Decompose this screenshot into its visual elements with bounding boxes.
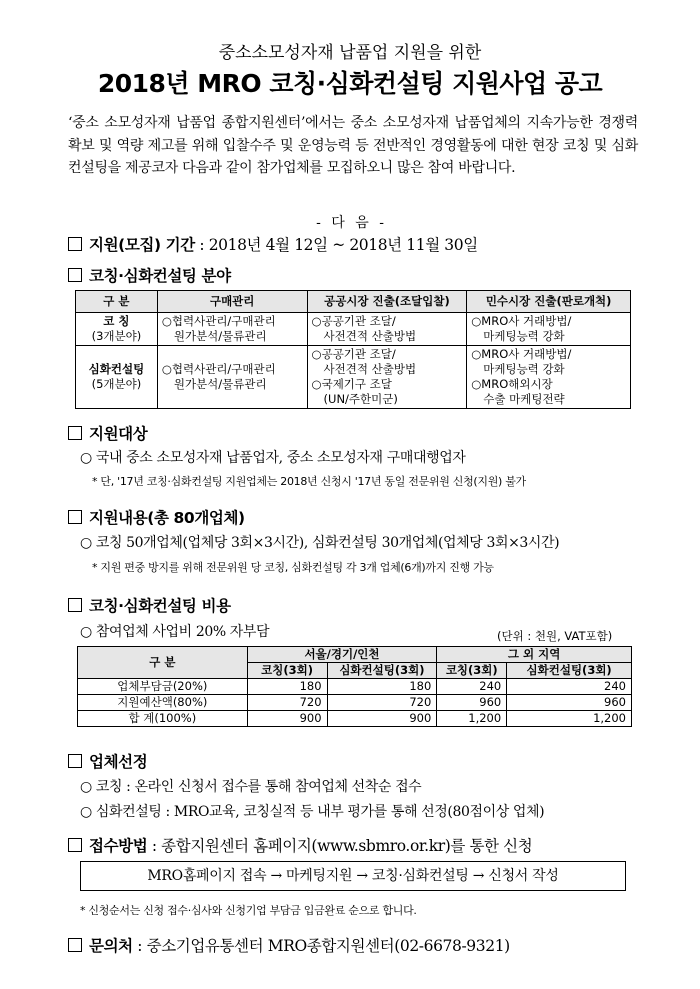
cell-value: 240 — [437, 679, 507, 695]
content-note: * 지원 편중 방지를 위해 전문위원 당 코칭, 심화컨설팅 각 3개 업체(6개)까지 진행 가능 — [92, 561, 494, 574]
checkbox-square-icon — [68, 754, 82, 768]
checkbox-square-icon — [68, 838, 82, 852]
row-name: 코 칭 — [103, 314, 130, 328]
cell-line: ○MRO사 거래방법/ — [471, 347, 572, 361]
cell-value: 720 — [247, 695, 327, 711]
checkbox-square-icon — [68, 426, 82, 440]
cell-line: ○MRO사 거래방법/ — [471, 314, 572, 328]
cell-value: 1,200 — [437, 711, 507, 727]
row-sub: (5개분야) — [91, 377, 142, 391]
row-name: 심화컨설팅 — [88, 362, 145, 376]
column-header: 코칭(3회) — [437, 663, 507, 679]
target-bullet: ○ 국내 중소 소모성자재 납품업자, 중소 소모성자재 구매대행업자 — [80, 450, 466, 466]
cell-line: 원가분석/물류관리 — [173, 329, 267, 343]
cell-line: ○국제기구 조달 — [311, 377, 392, 391]
cell-line: 원가분석/물류관리 — [173, 377, 267, 391]
table-row — [78, 711, 632, 727]
apply-value: : 종합지원센터 홈페이지(www.sbmro.or.kr)를 통한 신청 — [151, 837, 533, 855]
table-row — [76, 346, 631, 409]
table-row — [76, 313, 631, 346]
column-header: 구 분 — [76, 291, 158, 313]
row-label: 합 계(100%) — [78, 711, 248, 727]
cell-value: 900 — [247, 711, 327, 727]
cell-line: ○협력사관리/구매관리 — [161, 314, 276, 328]
checkbox-square-icon — [68, 938, 82, 952]
column-header: 코칭(3회) — [247, 663, 327, 679]
row-label: 지원예산액(80%) — [78, 695, 248, 711]
period-heading — [68, 233, 478, 255]
period-label: 지원(모집) 기간 — [89, 236, 195, 254]
cell-line: (UN/주한미군) — [323, 392, 398, 406]
notice-title: 2018년 MRO 코칭·심화컨설팅 지원사업 공고 — [97, 69, 603, 98]
column-header: 공공시장 진출(조달입찰) — [307, 291, 467, 313]
fields-table — [75, 290, 631, 409]
checkbox-square-icon — [68, 237, 82, 251]
cell-value: 720 — [327, 695, 437, 711]
column-header: 민수시장 진출(판로개척) — [467, 291, 631, 313]
column-header: 그 외 지역 — [437, 647, 632, 663]
cell-line: 수출 마케팅전략 — [483, 392, 565, 406]
apply-note: * 신청순서는 신청 접수·심사와 신청기업 부담금 입금완료 순으로 합니다. — [80, 904, 417, 917]
fields-heading: 코칭·심화컨설팅 분야 — [68, 264, 231, 286]
content-heading: 지원내용(총 80개업체) — [68, 506, 245, 528]
period-value: : 2018년 4월 12일 ~ 2018년 11월 30일 — [199, 236, 478, 254]
cell-value: 180 — [247, 679, 327, 695]
intro-paragraph: ‘중소 소모성자재 납품업 종합지원센터’에서는 중소 소모성자재 납품업체의 지속가능한 경쟁력 확보 및 역량 제고를 위해 입찰수주 및 운영능력 등 전반적인 경영활동에 대한 현장 코칭 및 심화컨설팅을 제공코자 다음과 같이 참가업체를 모집하오니 많은 참여 바랍니다. — [68, 115, 638, 176]
target-note: * 단, '17년 코칭·심화컨설팅 지원업체는 2018년 신청시 '17년 동일 전문위원 신청(지원) 불가 — [92, 475, 526, 488]
row-label: 업체부담금(20%) — [78, 679, 248, 695]
column-header: 구 분 — [78, 647, 248, 679]
cell-line: 사전견적 산출방법 — [323, 362, 417, 376]
selection-heading: 업체선정 — [68, 750, 147, 772]
column-header: 심화컨설팅(3회) — [327, 663, 437, 679]
cell-line: ○MRO해외시장 — [471, 377, 553, 391]
cell-value: 960 — [507, 695, 632, 711]
apply-heading — [68, 834, 532, 856]
cost-heading: 코칭·심화컨설팅 비용 — [68, 594, 231, 616]
cell-value: 1,200 — [507, 711, 632, 727]
cell-line: ○협력사관리/구매관리 — [161, 362, 276, 376]
cell-line: 사전견적 산출방법 — [323, 329, 417, 343]
cell-line: ○공공기관 조달/ — [311, 314, 396, 328]
checkbox-square-icon — [68, 268, 82, 282]
column-header: 구매관리 — [157, 291, 307, 313]
cost-bullet: ○ 참여업체 사업비 20% 자부담 — [80, 624, 270, 640]
cell-line: 마케팅능력 강화 — [483, 329, 565, 343]
cell-line: 마케팅능력 강화 — [483, 362, 565, 376]
column-header: 서울/경기/인천 — [247, 647, 437, 663]
cost-table — [77, 646, 632, 727]
selection-bullet-2: ○ 심화컨설팅 : MRO교육, 코칭실적 등 내부 평가를 통해 선정(80점이상 업체) — [80, 804, 545, 820]
table-row — [78, 679, 632, 695]
column-header: 심화컨설팅(3회) — [507, 663, 632, 679]
contact-heading — [68, 934, 510, 956]
target-heading: 지원대상 — [68, 422, 147, 444]
cell-line: ○공공기관 조달/ — [311, 347, 396, 361]
table-row — [78, 695, 632, 711]
contact-value: : 중소기업유통센터 MRO종합지원센터(02-6678-9321) — [137, 937, 510, 955]
row-sub: (3개분야) — [91, 329, 142, 343]
checkbox-square-icon — [68, 510, 82, 524]
cell-value: 180 — [327, 679, 437, 695]
notice-subtitle: 중소소모성자재 납품업 지원을 위한 — [218, 43, 482, 63]
unit-label: (단위 : 천원, VAT포함) — [497, 629, 613, 643]
selection-bullet-1: ○ 코칭 : 온라인 신청서 접수를 통해 참여업체 선착순 접수 — [80, 779, 422, 795]
cell-value: 900 — [327, 711, 437, 727]
checkbox-square-icon — [68, 598, 82, 612]
application-flow-box: MRO홈페이지 접속 → 마케팅지원 → 코칭·심화컨설팅 → 신청서 작성 — [80, 861, 626, 891]
apply-label: 접수방법 — [89, 837, 148, 855]
divider-text: - 다 음 - — [316, 215, 384, 231]
content-bullet: ○ 코칭 50개업체(업체당 3회×3시간), 심화컨설팅 30개업체(업체당 3회×3시간) — [80, 535, 560, 551]
cell-value: 960 — [437, 695, 507, 711]
cell-value: 240 — [507, 679, 632, 695]
contact-label: 문의처 — [89, 937, 133, 955]
